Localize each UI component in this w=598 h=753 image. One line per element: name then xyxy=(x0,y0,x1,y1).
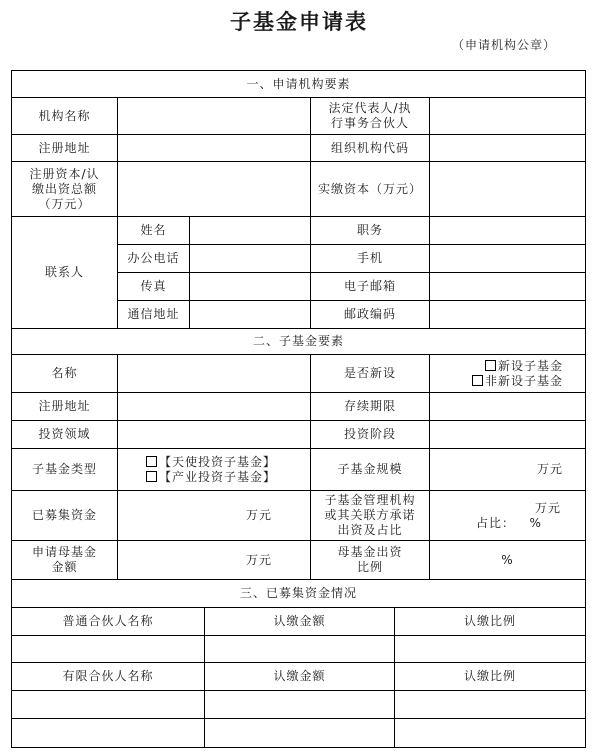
field-invest-field[interactable] xyxy=(117,420,311,449)
field-fund-name[interactable] xyxy=(117,354,311,393)
label-mail-address: 通信地址 xyxy=(117,300,190,329)
field-position[interactable] xyxy=(429,216,586,245)
option-new-fund[interactable]: 新设子基金 xyxy=(485,359,563,374)
field-lp-amount[interactable] xyxy=(204,718,395,748)
field-mother-fund-ratio[interactable]: % xyxy=(429,540,586,580)
field-gp-name[interactable] xyxy=(11,635,205,663)
label-invest-stage: 投资阶段 xyxy=(310,420,430,449)
field-org-name[interactable] xyxy=(117,97,311,135)
field-mother-fund-amount[interactable]: 万元 xyxy=(117,540,311,580)
label-contact: 联系人 xyxy=(11,216,118,329)
is-new-options xyxy=(429,354,586,393)
label-email: 电子邮箱 xyxy=(310,272,430,301)
label-invest-field: 投资领域 xyxy=(11,420,118,449)
header-gp-ratio: 认缴比例 xyxy=(394,607,586,636)
option-angel-fund[interactable]: 【天使投资子基金】 xyxy=(146,455,276,470)
stamp-note: （申请机构公章） xyxy=(451,38,556,52)
label-mother-fund-amount: 申请母基金 金额 xyxy=(11,540,118,580)
label-reg-capital: 注册资本/认 缴出资总额 （万元） xyxy=(11,161,118,217)
checkbox-not-new-fund[interactable] xyxy=(472,375,483,386)
field-fund-reg-address[interactable] xyxy=(117,392,311,421)
section1-header: 一、申请机构要素 xyxy=(11,70,586,98)
fund-type-options xyxy=(117,448,311,491)
label-office-phone: 办公电话 xyxy=(117,244,190,273)
section3-header: 三、已募集资金情况 xyxy=(11,579,586,608)
label-fund-type: 子基金类型 xyxy=(11,448,118,491)
label-legal-rep: 法定代表人/执 行事务合伙人 xyxy=(310,97,430,135)
field-reg-capital[interactable] xyxy=(117,161,311,217)
label-mobile: 手机 xyxy=(310,244,430,273)
field-invest-stage[interactable] xyxy=(429,420,586,449)
field-legal-rep[interactable] xyxy=(429,97,586,135)
header-lp-ratio: 认缴比例 xyxy=(394,662,586,691)
field-postcode[interactable] xyxy=(429,300,586,329)
label-org-code: 组织机构代码 xyxy=(310,134,430,162)
field-fax[interactable] xyxy=(189,272,311,301)
label-duration: 存续期限 xyxy=(310,392,430,421)
label-fund-reg-address: 注册地址 xyxy=(11,392,118,421)
form-title: 子基金申请表 xyxy=(230,10,368,34)
label-name: 姓名 xyxy=(117,216,190,245)
field-lp-amount[interactable] xyxy=(204,690,395,719)
checkbox-angel-fund[interactable] xyxy=(146,456,157,467)
option-not-new-fund[interactable]: 非新设子基金 xyxy=(472,374,563,389)
checkbox-new-fund[interactable] xyxy=(485,360,496,371)
field-name[interactable] xyxy=(189,216,311,245)
label-fax: 传真 xyxy=(117,272,190,301)
label-org-name: 机构名称 xyxy=(11,97,118,135)
field-gp-amount[interactable] xyxy=(204,635,395,663)
field-lp-ratio[interactable] xyxy=(394,718,586,748)
field-gp-ratio[interactable] xyxy=(394,635,586,663)
field-mail-address[interactable] xyxy=(189,300,311,329)
field-manager-commitment[interactable]: 万元 占比： % xyxy=(429,490,586,541)
field-lp-ratio[interactable] xyxy=(394,690,586,719)
label-reg-address: 注册地址 xyxy=(11,134,118,162)
field-office-phone[interactable] xyxy=(189,244,311,273)
field-email[interactable] xyxy=(429,272,586,301)
label-fund-name: 名称 xyxy=(11,354,118,393)
field-org-code[interactable] xyxy=(429,134,586,162)
checkbox-industry-fund[interactable] xyxy=(146,471,157,482)
field-paid-capital[interactable] xyxy=(429,161,586,217)
label-mother-fund-ratio: 母基金出资 比例 xyxy=(310,540,430,580)
field-lp-name[interactable] xyxy=(11,718,205,748)
header-lp-name: 有限合伙人名称 xyxy=(11,662,205,691)
field-duration[interactable] xyxy=(429,392,586,421)
label-postcode: 邮政编码 xyxy=(310,300,430,329)
field-raised-funds[interactable]: 万元 xyxy=(117,490,311,541)
field-fund-scale[interactable]: 万元 xyxy=(429,448,586,491)
label-paid-capital: 实缴资本（万元） xyxy=(310,161,430,217)
label-raised-funds: 已募集资金 xyxy=(11,490,118,541)
header-lp-amount: 认缴金额 xyxy=(204,662,395,691)
option-industry-fund[interactable]: 【产业投资子基金】 xyxy=(146,470,276,485)
field-mobile[interactable] xyxy=(429,244,586,273)
section2-header: 二、子基金要素 xyxy=(11,328,586,355)
header-gp-name: 普通合伙人名称 xyxy=(11,607,205,636)
field-lp-name[interactable] xyxy=(11,690,205,719)
label-position: 职务 xyxy=(310,216,430,245)
label-is-new: 是否新设 xyxy=(310,354,430,393)
label-fund-scale: 子基金规模 xyxy=(310,448,430,491)
field-reg-address[interactable] xyxy=(117,134,311,162)
label-manager-commitment: 子基金管理机构 或其关联方承诺 出资及占比 xyxy=(310,490,430,541)
header-gp-amount: 认缴金额 xyxy=(204,607,395,636)
